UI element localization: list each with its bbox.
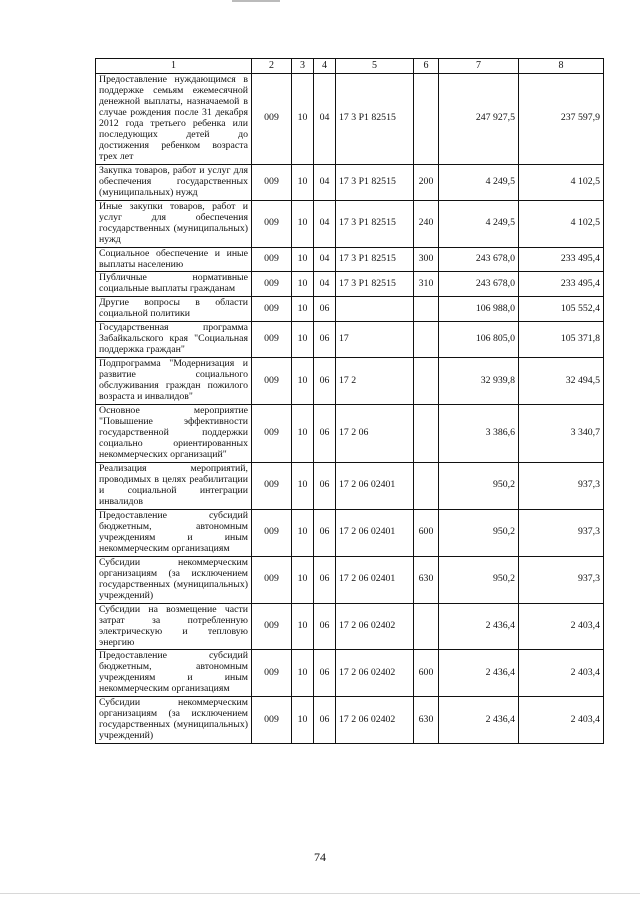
cell-code-5: 17 3 P1 82515 [336, 272, 414, 297]
table-row [96, 74, 604, 165]
table-row [96, 164, 604, 200]
table-row [96, 650, 604, 697]
cell-code-4: 04 [314, 247, 336, 272]
table-row [96, 247, 604, 272]
table-body [96, 74, 604, 744]
table-row [96, 603, 604, 650]
cell-code-6 [414, 74, 439, 165]
table-row [96, 322, 604, 358]
cell-code-6 [414, 405, 439, 463]
header-col-3: 3 [292, 59, 314, 74]
cell-code-2: 009 [252, 164, 292, 200]
cell-code-4: 06 [314, 509, 336, 556]
cell-code-4: 06 [314, 603, 336, 650]
table-row [96, 358, 604, 405]
cell-code-5: 17 [336, 322, 414, 358]
cell-amount-7: 950,2 [439, 509, 519, 556]
cell-code-4: 04 [314, 200, 336, 247]
cell-name: Предоставление субсидий бюджетным, автономным учреждениям и иным некоммерческим организациям [96, 509, 252, 556]
cell-code-4: 06 [314, 405, 336, 463]
cell-amount-8: 105 552,4 [519, 297, 604, 322]
cell-code-2: 009 [252, 697, 292, 744]
cell-code-6 [414, 603, 439, 650]
cell-code-3: 10 [292, 247, 314, 272]
cell-name: Закупка товаров, работ и услуг для обеспечения государственных (муниципальных) нужд [96, 164, 252, 200]
cell-name: Субсидии некоммерческим организациям (за исключением государственных (муниципальных) учреждений) [96, 697, 252, 744]
cell-code-3: 10 [292, 358, 314, 405]
table-row [96, 200, 604, 247]
cell-code-5: 17 3 P1 82515 [336, 164, 414, 200]
cell-code-4: 06 [314, 322, 336, 358]
header-col-4: 4 [314, 59, 336, 74]
cell-name: Субсидии на возмещение части затрат за потребленную электрическую и тепловую энергию [96, 603, 252, 650]
page-number: 74 [314, 850, 326, 864]
cell-code-2: 009 [252, 405, 292, 463]
cell-amount-8: 237 597,9 [519, 74, 604, 165]
cell-code-3: 10 [292, 200, 314, 247]
cell-code-4: 04 [314, 74, 336, 165]
cell-code-2: 009 [252, 603, 292, 650]
cell-code-2: 009 [252, 74, 292, 165]
cell-amount-8: 2 403,4 [519, 603, 604, 650]
cell-code-5: 17 2 06 02401 [336, 556, 414, 603]
header-col-1: 1 [96, 59, 252, 74]
table-header-row [96, 59, 604, 74]
table-row [96, 509, 604, 556]
cell-amount-7: 32 939,8 [439, 358, 519, 405]
header-col-7: 7 [439, 59, 519, 74]
cell-code-2: 009 [252, 200, 292, 247]
cell-code-3: 10 [292, 462, 314, 509]
cell-amount-8: 105 371,8 [519, 322, 604, 358]
cell-code-4: 06 [314, 462, 336, 509]
cell-amount-8: 937,3 [519, 556, 604, 603]
cell-code-6: 600 [414, 509, 439, 556]
cell-code-4: 06 [314, 650, 336, 697]
cell-amount-7: 3 386,6 [439, 405, 519, 463]
budget-table [95, 58, 604, 744]
cell-code-3: 10 [292, 272, 314, 297]
cell-name: Реализация мероприятий, проводимых в целях реабилитации и социальной интеграции инвалидов [96, 462, 252, 509]
cell-code-4: 06 [314, 556, 336, 603]
header-col-2: 2 [252, 59, 292, 74]
cell-code-3: 10 [292, 74, 314, 165]
cell-amount-8: 32 494,5 [519, 358, 604, 405]
cell-code-5 [336, 297, 414, 322]
cell-name: Другие вопросы в области социальной политики [96, 297, 252, 322]
cell-code-5: 17 3 P1 82515 [336, 200, 414, 247]
cell-name: Предоставление субсидий бюджетным, автономным учреждениям и иным некоммерческим организациям [96, 650, 252, 697]
cell-code-5: 17 3 P1 82515 [336, 247, 414, 272]
cell-name: Публичные нормативные социальные выплаты гражданам [96, 272, 252, 297]
cell-code-5: 17 2 06 02402 [336, 650, 414, 697]
cell-amount-7: 2 436,4 [439, 697, 519, 744]
cell-name: Иные закупки товаров, работ и услуг для обеспечения государственных (муниципальных) нужд [96, 200, 252, 247]
cell-code-6 [414, 462, 439, 509]
bottom-rule [0, 893, 640, 894]
scan-top-mark [232, 0, 280, 2]
cell-code-2: 009 [252, 272, 292, 297]
cell-amount-7: 243 678,0 [439, 247, 519, 272]
cell-code-3: 10 [292, 650, 314, 697]
cell-code-3: 10 [292, 297, 314, 322]
cell-name: Государственная программа Забайкальского края "Социальная поддержка граждан" [96, 322, 252, 358]
cell-code-6: 310 [414, 272, 439, 297]
cell-code-6 [414, 322, 439, 358]
cell-amount-8: 937,3 [519, 509, 604, 556]
cell-code-3: 10 [292, 322, 314, 358]
cell-code-6: 630 [414, 697, 439, 744]
cell-code-3: 10 [292, 164, 314, 200]
cell-amount-7: 4 249,5 [439, 200, 519, 247]
cell-code-3: 10 [292, 603, 314, 650]
table-row [96, 272, 604, 297]
table-row [96, 405, 604, 463]
cell-amount-7: 106 988,0 [439, 297, 519, 322]
cell-amount-8: 2 403,4 [519, 650, 604, 697]
cell-code-5: 17 3 P1 82515 [336, 74, 414, 165]
cell-code-5: 17 2 06 02401 [336, 462, 414, 509]
cell-amount-7: 950,2 [439, 556, 519, 603]
cell-code-4: 06 [314, 297, 336, 322]
cell-code-2: 009 [252, 650, 292, 697]
cell-code-5: 17 2 06 [336, 405, 414, 463]
cell-amount-7: 243 678,0 [439, 272, 519, 297]
cell-code-5: 17 2 06 02401 [336, 509, 414, 556]
cell-code-2: 009 [252, 247, 292, 272]
cell-amount-7: 950,2 [439, 462, 519, 509]
header-col-8: 8 [519, 59, 604, 74]
cell-amount-7: 247 927,5 [439, 74, 519, 165]
cell-name: Предоставление нуждающимся в поддержке семьям ежемесячной денежной выплаты, назначаемой в случае рождения после 31 декабря 2012 года третьего ребенка или последующих детей до достижения ребенком возраста трех лет [96, 74, 252, 165]
cell-name: Субсидии некоммерческим организациям (за исключением государственных (муниципальных) учреждений) [96, 556, 252, 603]
cell-amount-7: 2 436,4 [439, 650, 519, 697]
cell-name: Социальное обеспечение и иные выплаты населению [96, 247, 252, 272]
cell-amount-8: 937,3 [519, 462, 604, 509]
cell-code-2: 009 [252, 297, 292, 322]
cell-code-6 [414, 358, 439, 405]
cell-amount-8: 4 102,5 [519, 164, 604, 200]
cell-code-5: 17 2 06 02402 [336, 603, 414, 650]
cell-code-6: 240 [414, 200, 439, 247]
cell-amount-7: 2 436,4 [439, 603, 519, 650]
cell-code-4: 04 [314, 164, 336, 200]
header-col-5: 5 [336, 59, 414, 74]
header-col-6: 6 [414, 59, 439, 74]
cell-amount-8: 4 102,5 [519, 200, 604, 247]
cell-code-2: 009 [252, 322, 292, 358]
cell-code-5: 17 2 06 02402 [336, 697, 414, 744]
cell-code-2: 009 [252, 462, 292, 509]
cell-amount-8: 233 495,4 [519, 272, 604, 297]
cell-code-6: 630 [414, 556, 439, 603]
cell-amount-7: 106 805,0 [439, 322, 519, 358]
table-row [96, 556, 604, 603]
cell-code-6 [414, 297, 439, 322]
cell-code-2: 009 [252, 509, 292, 556]
cell-amount-8: 2 403,4 [519, 697, 604, 744]
cell-code-4: 06 [314, 697, 336, 744]
cell-code-6: 200 [414, 164, 439, 200]
cell-code-6: 600 [414, 650, 439, 697]
cell-name: Основное мероприятие "Повышение эффективности государственной поддержки социально ориентированных некоммерческих организаций" [96, 405, 252, 463]
cell-code-3: 10 [292, 509, 314, 556]
cell-code-5: 17 2 [336, 358, 414, 405]
cell-code-2: 009 [252, 358, 292, 405]
cell-code-2: 009 [252, 556, 292, 603]
cell-amount-8: 3 340,7 [519, 405, 604, 463]
table-row [96, 462, 604, 509]
cell-code-4: 04 [314, 272, 336, 297]
table-row [96, 297, 604, 322]
cell-code-3: 10 [292, 405, 314, 463]
cell-code-6: 300 [414, 247, 439, 272]
cell-code-3: 10 [292, 697, 314, 744]
cell-amount-8: 233 495,4 [519, 247, 604, 272]
cell-amount-7: 4 249,5 [439, 164, 519, 200]
cell-code-3: 10 [292, 556, 314, 603]
table-row [96, 697, 604, 744]
cell-code-4: 06 [314, 358, 336, 405]
cell-name: Подпрограмма "Модернизация и развитие социального обслуживания граждан пожилого возраста и инвалидов" [96, 358, 252, 405]
